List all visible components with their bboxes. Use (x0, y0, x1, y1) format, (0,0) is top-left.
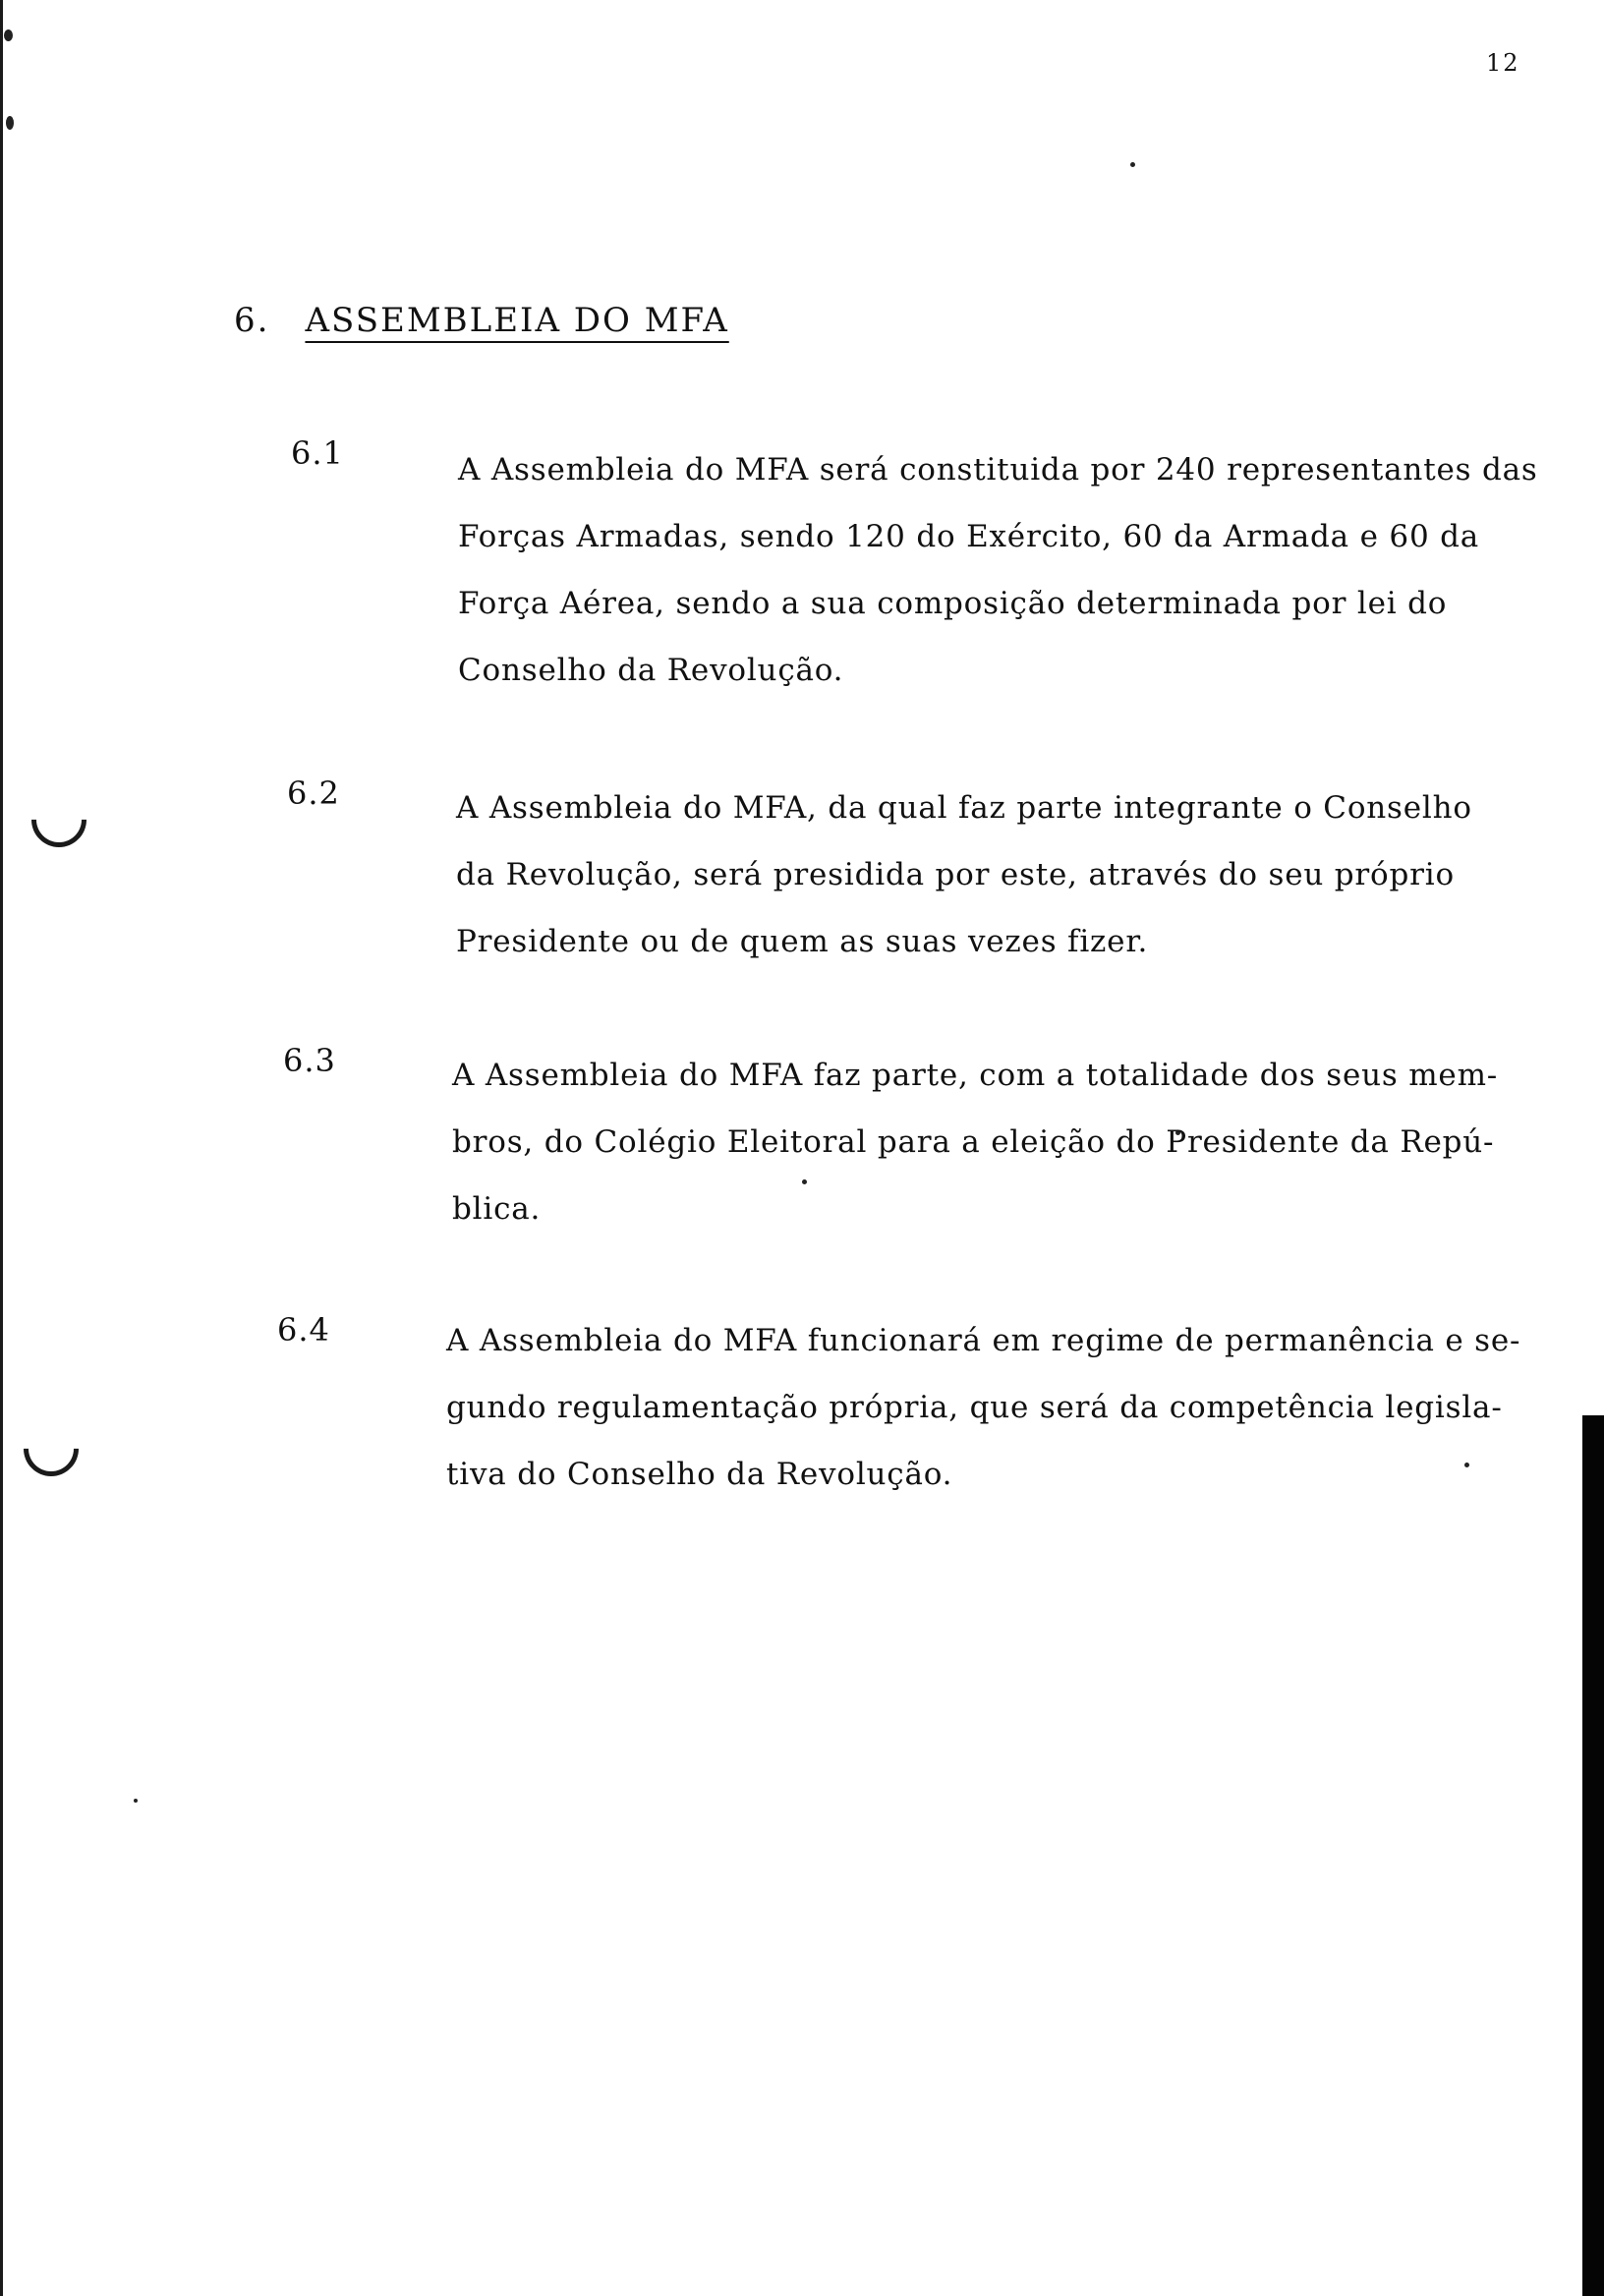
section-title: ASSEMBLEIA DO MFA (305, 301, 729, 340)
punch-hole-mark (20, 780, 97, 858)
section-heading (234, 301, 729, 340)
text-line: A Assembleia do MFA funcionará em regime de permanência e se- (446, 1323, 1521, 1358)
text-line: Presidente ou de quem as suas vezes fizer. (456, 924, 1149, 959)
text-line: bros, do Colégio Eleitoral para a eleição do Presidente da Repú- (452, 1124, 1495, 1160)
page-number: 12 (1486, 49, 1520, 77)
item-number: 6.2 (287, 775, 340, 812)
text-line: A Assembleia do MFA, da qual faz parte integrante o Conselho (456, 790, 1472, 826)
scan-left-edge (0, 0, 3, 2296)
item-text (456, 775, 1472, 975)
scan-speck (1130, 162, 1135, 167)
item-text (458, 436, 1538, 704)
scan-speck (4, 29, 13, 41)
text-line: Força Aérea, sendo a sua composição determinada por lei do (458, 586, 1448, 621)
scan-speck (6, 116, 14, 130)
text-line: A Assembleia do MFA será constituida por 240 representantes das (458, 452, 1538, 488)
punch-hole-mark (12, 1409, 89, 1487)
text-line: gundo regulamentação própria, que será da competência legisla- (446, 1390, 1503, 1425)
text-line: blica. (452, 1191, 542, 1227)
item-number: 6.1 (291, 434, 344, 472)
text-line: Conselho da Revolução. (458, 653, 844, 688)
item-text (452, 1042, 1498, 1242)
scan-right-edge (1582, 1415, 1604, 2296)
text-line: tiva do Conselho da Revolução. (446, 1457, 953, 1492)
scan-speck (134, 1799, 138, 1803)
text-line: Forças Armadas, sendo 120 do Exército, 60 da Armada e 60 da (458, 519, 1480, 554)
item-number: 6.3 (283, 1042, 336, 1079)
item-text (446, 1307, 1520, 1508)
section-number: 6. (234, 301, 270, 340)
item-number: 6.4 (277, 1311, 330, 1349)
text-line: A Assembleia do MFA faz parte, com a totalidade dos seus mem- (452, 1058, 1499, 1093)
text-line: da Revolução, será presidida por este, através do seu próprio (456, 857, 1455, 892)
